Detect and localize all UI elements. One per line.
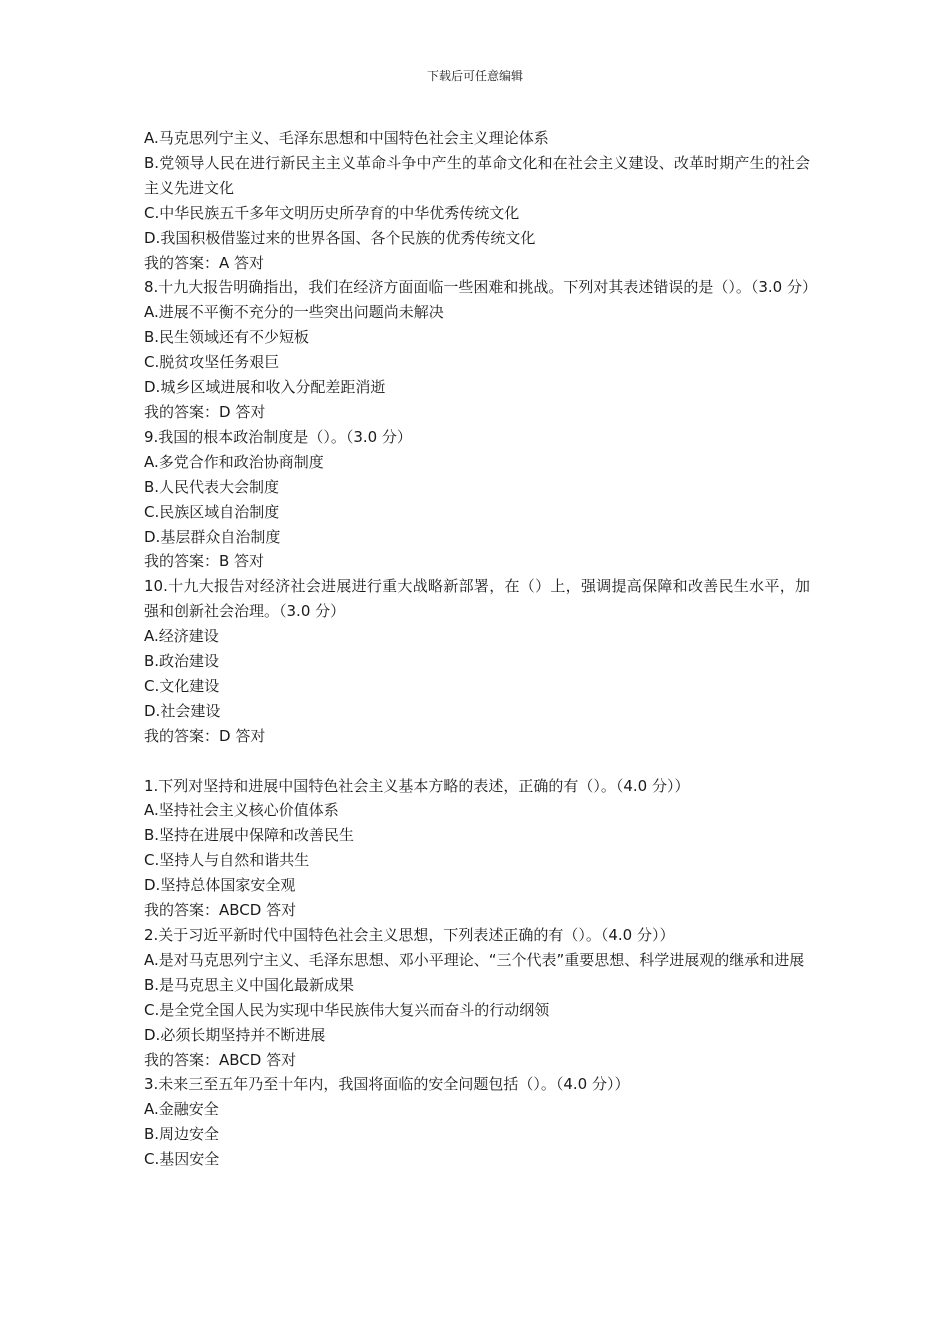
text-line: A.马克思列宁主义、毛泽东思想和中国特色社会主义理论体系: [144, 129, 549, 147]
text-line: 10.十九大报告对经济社会进展进行重大战略新部署，在（）上，强调提高保障和改善民生水平，加强和创新社会治理。（3.0 分）: [144, 577, 810, 621]
text-line: D.坚持总体国家安全观: [144, 876, 296, 895]
text-line: C.中华民族五千多年文明历史所孕育的中华优秀传统文化: [144, 203, 520, 222]
text-line: C.坚持人与自然和谐共生: [144, 851, 310, 870]
text-line: B.党领导人民在进行新民主主义革命斗争中产生的革命文化和在社会主义建设、改革时期产生的社会主义先进文化: [144, 153, 810, 197]
text-line: A.坚持社会主义核心价值体系: [144, 801, 339, 820]
text-line: D.社会建设: [144, 701, 221, 720]
text-line: 我的答案：D 答对: [144, 726, 266, 745]
document-body: [144, 126, 817, 1172]
text-line: A.多党合作和政治协商制度: [144, 452, 324, 471]
text-line: A.金融安全: [144, 1100, 219, 1119]
text-line: C.民族区域自治制度: [144, 502, 280, 521]
text-line: D.我国积极借鉴过来的世界各国、各个民族的优秀传统文化: [144, 228, 536, 247]
text-line: B.坚持在进展中保障和改善民生: [144, 826, 355, 845]
text-line: A.进展不平衡不充分的一些突出问题尚未解决: [144, 303, 444, 322]
blank-line: [144, 749, 810, 774]
text-line: B.政治建设: [144, 652, 220, 671]
text-line: 我的答案：B 答对: [144, 552, 265, 571]
text-line: B.周边安全: [144, 1125, 220, 1144]
text-line: A.经济建设: [144, 627, 219, 646]
text-line: 2.关于习近平新时代中国特色社会主义思想，下列表述正确的有（）。（4.0 分））: [144, 925, 675, 944]
text-line: 我的答案：ABCD 答对: [144, 1050, 297, 1069]
text-line: D.基层群众自治制度: [144, 527, 281, 546]
text-line: C.文化建设: [144, 676, 220, 695]
text-line: B.是马克思主义中国化最新成果: [144, 975, 355, 994]
text-line: A.是对马克思列宁主义、毛泽东思想、邓小平理论、“三个代表”重要思想、科学进展观的继承和进展: [144, 950, 805, 969]
text-line: B.人民代表大会制度: [144, 477, 280, 496]
text-line: 我的答案：A 答对: [144, 253, 265, 272]
text-line: 1.下列对坚持和进展中国特色社会主义基本方略的表述，正确的有（）。（4.0 分））: [144, 776, 690, 795]
page-header: 下载后可任意编辑: [426, 69, 523, 83]
text-line: 8.十九大报告明确指出，我们在经济方面面临一些困难和挑战。下列对其表述错误的是（）。（3.0 分）: [144, 278, 817, 297]
text-line: 我的答案：D 答对: [144, 402, 266, 421]
text-line: D.必须长期坚持并不断进展: [144, 1025, 326, 1044]
text-line: 我的答案：ABCD 答对: [144, 901, 297, 920]
text-line: C.脱贫攻坚任务艰巨: [144, 353, 280, 372]
text-line: C.是全党全国人民为实现中华民族伟大复兴而奋斗的行动纲领: [144, 1000, 550, 1019]
text-line: C.基因安全: [144, 1150, 220, 1169]
text-line: 3.未来三至五年乃至十年内，我国将面临的安全问题包括（）。（4.0 分））: [144, 1075, 630, 1094]
text-line: 9.我国的根本政治制度是（）。（3.0 分）: [144, 427, 412, 446]
text-line: B.民生领域还有不少短板: [144, 328, 310, 347]
text-line: D.城乡区域进展和收入分配差距消逝: [144, 378, 386, 397]
